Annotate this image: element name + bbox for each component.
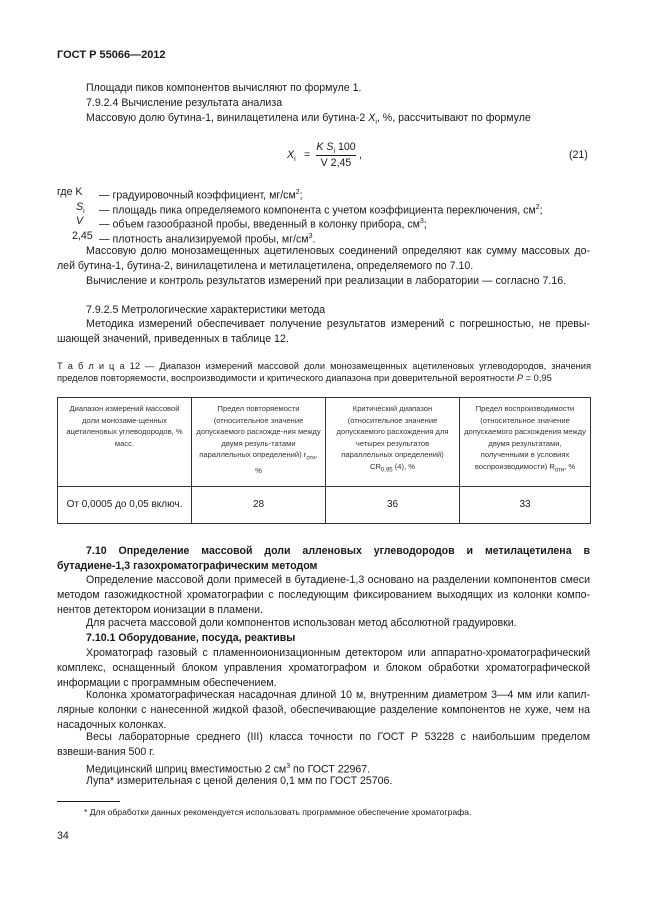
table-header-range: Диапазон измерений массовой доли монозаме-щенных ацетиленовых углеводородов, % масс. <box>58 398 192 487</box>
table-header-repeatability: Предел повторяемости (относительное значение допускаемого расхожде-ния между двумя резуль-татами параллельных определений) $r_{отн}$, % <box>192 398 326 487</box>
table-cell-critical-range: 36 <box>326 487 460 524</box>
table-cell-range: От 0,0005 до 0,05 включ. <box>58 487 192 524</box>
paragraph-control: Вычисление и контроль результатов измерений при реализации в лаборатории — согласно 7.16. <box>86 275 567 287</box>
paragraph-peaks: Площади пиков компонентов вычисляют по формуле 1. <box>86 82 362 94</box>
paragraph-scales: Весы лабораторные среднего (III) класса точности по ГОСТ Р 53228 с наибольшим пределом взвеши-вания 500 г. <box>57 731 590 758</box>
section-7-9-2-4: 7.9.2.4 Вычисление результата анализа <box>86 97 283 109</box>
section-7-10-1-title: 7.10.1 Оборудование, посуда, реактивы <box>86 632 296 644</box>
section-7-9-2-5: 7.9.2.5 Метрологические характеристики метода <box>86 304 326 316</box>
paragraph-7-10-a: Определение массовой доли примесей в бутадиене-1,3 основано на разделении компонентов смеси методом газожидкостной хроматографии с последующим фиксированием выходящих из колонки компо-нентов детектором ионизации в пламени. <box>57 574 590 616</box>
where-symbol-k: где K <box>57 186 83 198</box>
footnote-rule <box>57 801 120 802</box>
table-12 <box>57 397 591 524</box>
paragraph-column: Колонка хроматографическая насадочная длиной 10 м, внутренним диаметром 3—4 мм или капил-лярные колонки с нанесенной жидкой фазой, обеспечивающие разделение компонентов не хуже, чем на насадочных колонках. <box>57 689 590 731</box>
where-desc-density: — плотность анализируемой пробы, $мг/см^3$. <box>99 233 316 246</box>
formula-number: (21) <box>569 149 588 161</box>
table-cell-repeatability: 28 <box>192 487 326 524</box>
paragraph-loupe: Лупа* измерительная с ценой деления 0,1 мм по ГОСТ 25706. <box>86 775 393 787</box>
where-symbol-s: $S_i$ <box>76 201 85 216</box>
formula-numerator: K $S_i$ 100 <box>316 141 356 156</box>
table-header-critical-range: Критический диапазон (относительное значение допускаемого расхождения для четырех результатов параллельных определений) $CR_{0,95}$ (4), % <box>326 398 460 487</box>
page-number: 34 <box>57 830 69 842</box>
where-desc-s: — площадь пика определяемого компонента с учетом коэффициента переключения, $см^2$; <box>99 204 543 217</box>
formula-lhs: X <box>287 149 295 161</box>
paragraph-mass-fraction: Массовую долю бутина-1, винилацетилена или бутина-2 $X_i$, %, рассчитывают по формуле <box>86 112 531 127</box>
formula-21: $X_i$ = K $S_i$ 100 V 2,45 , <box>287 141 362 169</box>
formula-equals: = <box>304 149 311 161</box>
paragraph-syringe: Медицинский шприц вместимостью 2 $см^3$ по ГОСТ 22967. <box>86 763 371 776</box>
where-desc-k: — градуировочный коэффициент, $мг/см^2$; <box>99 189 303 202</box>
table-row <box>58 487 591 524</box>
formula-fraction-line <box>316 155 356 156</box>
table-cell-reproducibility: 33 <box>460 487 591 524</box>
table-header-row <box>58 398 591 487</box>
document-header: ГОСТ Р 55066—2012 <box>57 49 166 61</box>
formula-denominator: V 2,45 <box>320 157 352 169</box>
where-symbol-v: V <box>76 215 84 227</box>
section-7-10-title: 7.10 Определение массовой доли алленовых углеводородов и метилацетилена в бутадиене-1,3 газохроматографическим методом <box>57 545 590 572</box>
paragraph-method: Методика измерений обеспечивает получение результатов измерений с погрешностью, не превы-шающей значений, приведенных в таблице 12. <box>57 318 590 345</box>
footnote: * Для обработки данных рекомендуется использовать программное обеспечение хроматографа. <box>84 807 472 817</box>
where-desc-v: — объем газообразной пробы, введенный в колонку прибора, $см^3$; <box>99 218 427 231</box>
paragraph-sum: Массовую долю монозамещенных ацетиленовых соединений определяют как сумму массовых до-лей бутина-1, бутина-2, винилацетилена и метилацетилена, определяемого по 7.10. <box>57 245 590 272</box>
paragraph-chromatograph: Хроматограф газовый с пламенноионизационным детектором или аппаратно-хроматографический комплекс, оснащенный блоком управления хроматографом и блоком обработки хроматографической информации с программным обеспечением. <box>57 647 590 689</box>
where-symbol-density: 2,45 <box>72 230 93 242</box>
paragraph-7-10-b: Для расчета массовой доли компонентов использован метод абсолютной градуировки. <box>86 617 517 629</box>
table-caption: Т а б л и ц а 12 — Диапазон измерений массовой доли монозамещенных ацетиленовых углеводородов, значения пределов повторяемости, воспроизводимости и критического диапазона при доверительной вероятности P = 0,95 <box>57 361 591 383</box>
table-header-reproducibility: Предел воспроизводимости (относительное значение допускаемого расхождения между двумя результатами, полученными в условиях воспроизводимости) $R_{отн}$, % <box>460 398 591 487</box>
